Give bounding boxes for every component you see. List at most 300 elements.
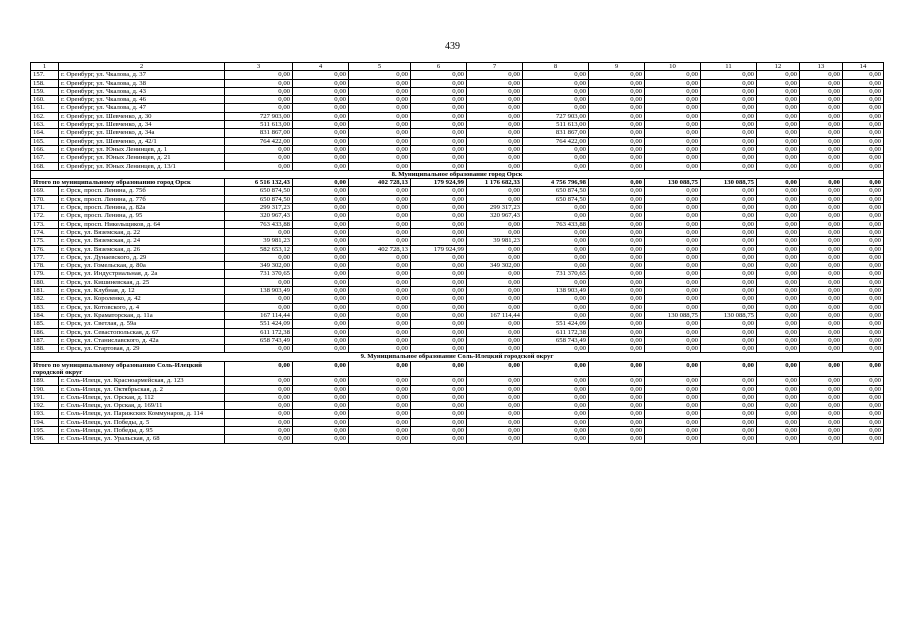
amount-cell: 0,00 (800, 245, 843, 253)
amount-cell: 0,00 (843, 96, 884, 104)
address: г. Орск, ул. Котовского, д. 4 (59, 303, 225, 311)
amount-cell: 0,00 (843, 303, 884, 311)
amount-cell: 0,00 (523, 295, 589, 303)
amount-cell: 831 867,00 (523, 129, 589, 137)
amount-cell: 0,00 (701, 278, 757, 286)
address: г. Орск, ул. Севастопольская, д. 67 (59, 328, 225, 336)
table-row (31, 303, 884, 311)
row-number: 164. (31, 129, 59, 137)
total-value: 130 088,75 (645, 179, 701, 187)
amount-cell: 0,00 (293, 154, 349, 162)
address: г. Орск, ул. Индустриальная, д. 2а (59, 270, 225, 278)
amount-cell: 0,00 (411, 262, 467, 270)
amount-cell: 0,00 (701, 154, 757, 162)
amount-cell: 0,00 (757, 270, 800, 278)
amount-cell: 0,00 (701, 220, 757, 228)
amount-cell: 0,00 (757, 345, 800, 353)
table-row (31, 253, 884, 261)
total-label: Итого по муниципальному образованию город Орск (31, 179, 225, 187)
table-row (31, 71, 884, 79)
row-number: 185. (31, 320, 59, 328)
amount-cell: 0,00 (349, 345, 411, 353)
amount-cell: 0,00 (843, 385, 884, 393)
amount-cell: 0,00 (411, 204, 467, 212)
amount-cell: 0,00 (589, 96, 645, 104)
amount-cell: 0,00 (467, 410, 523, 418)
amount-cell: 0,00 (800, 311, 843, 319)
amount-cell: 0,00 (757, 278, 800, 286)
amount-cell: 0,00 (293, 112, 349, 120)
amount-cell: 0,00 (523, 104, 589, 112)
amount-cell: 0,00 (589, 162, 645, 170)
amount-cell: 0,00 (523, 87, 589, 95)
amount-cell: 0,00 (645, 87, 701, 95)
total-value: 0,00 (225, 361, 293, 377)
amount-cell: 0,00 (800, 262, 843, 270)
amount-cell: 0,00 (523, 410, 589, 418)
amount-cell: 0,00 (800, 187, 843, 195)
total-value: 0,00 (757, 179, 800, 187)
address: г. Орск, просп. Ленина, д. 95 (59, 212, 225, 220)
amount-cell: 0,00 (800, 237, 843, 245)
amount-cell: 0,00 (225, 278, 293, 286)
amount-cell: 0,00 (225, 228, 293, 236)
amount-cell: 0,00 (349, 377, 411, 385)
amount-cell: 0,00 (843, 79, 884, 87)
amount-cell: 349 302,00 (225, 262, 293, 270)
amount-cell: 0,00 (757, 104, 800, 112)
amount-cell: 0,00 (225, 104, 293, 112)
total-value: 0,00 (349, 361, 411, 377)
amount-cell: 0,00 (800, 154, 843, 162)
amount-cell: 0,00 (757, 187, 800, 195)
amount-cell: 727 903,00 (225, 112, 293, 120)
amount-cell: 0,00 (467, 295, 523, 303)
amount-cell: 0,00 (349, 237, 411, 245)
column-number-10: 10 (645, 63, 701, 71)
amount-cell: 0,00 (293, 71, 349, 79)
amount-cell: 0,00 (293, 393, 349, 401)
row-number: 191. (31, 393, 59, 401)
total-value: 0,00 (467, 361, 523, 377)
amount-cell: 0,00 (589, 402, 645, 410)
amount-cell: 0,00 (411, 270, 467, 278)
amount-cell: 0,00 (843, 204, 884, 212)
amount-cell: 0,00 (701, 435, 757, 443)
amount-cell: 0,00 (701, 162, 757, 170)
amount-cell: 611 172,38 (225, 328, 293, 336)
amount-cell: 0,00 (589, 311, 645, 319)
address: г. Оренбург, ул. Юных Ленинцев, д. 1 (59, 145, 225, 153)
amount-cell: 0,00 (349, 435, 411, 443)
amount-cell: 0,00 (701, 96, 757, 104)
amount-cell: 0,00 (225, 295, 293, 303)
amount-cell: 0,00 (701, 402, 757, 410)
amount-cell: 0,00 (411, 253, 467, 261)
amount-cell: 0,00 (645, 270, 701, 278)
amount-cell: 0,00 (800, 402, 843, 410)
amount-cell: 764 422,00 (523, 137, 589, 145)
amount-cell: 0,00 (843, 71, 884, 79)
amount-cell: 0,00 (411, 410, 467, 418)
amount-cell: 39 981,23 (467, 237, 523, 245)
amount-cell: 0,00 (411, 187, 467, 195)
amount-cell: 0,00 (843, 262, 884, 270)
amount-cell: 0,00 (293, 79, 349, 87)
amount-cell: 0,00 (411, 311, 467, 319)
row-number: 181. (31, 287, 59, 295)
amount-cell: 0,00 (349, 393, 411, 401)
table-row (31, 137, 884, 145)
amount-cell: 0,00 (467, 427, 523, 435)
amount-cell: 0,00 (293, 418, 349, 426)
amount-cell: 0,00 (225, 154, 293, 162)
amount-cell: 0,00 (467, 385, 523, 393)
amount-cell: 0,00 (701, 187, 757, 195)
table-row (31, 287, 884, 295)
amount-cell: 0,00 (757, 237, 800, 245)
table-row (31, 435, 884, 443)
column-number-8: 8 (523, 63, 589, 71)
amount-cell: 0,00 (843, 154, 884, 162)
total-value: 4 756 796,98 (523, 179, 589, 187)
amount-cell: 0,00 (349, 402, 411, 410)
amount-cell: 0,00 (589, 435, 645, 443)
amount-cell: 0,00 (523, 204, 589, 212)
amount-cell: 0,00 (523, 311, 589, 319)
amount-cell: 0,00 (645, 303, 701, 311)
amount-cell: 0,00 (523, 245, 589, 253)
section-title: 8. Муниципальное образование город Орск (31, 170, 884, 178)
amount-cell: 0,00 (701, 385, 757, 393)
amount-cell: 0,00 (757, 427, 800, 435)
amount-cell: 0,00 (467, 377, 523, 385)
amount-cell: 0,00 (645, 402, 701, 410)
amount-cell: 0,00 (523, 162, 589, 170)
amount-cell: 0,00 (411, 287, 467, 295)
amount-cell: 650 874,50 (523, 187, 589, 195)
address: г. Орск, ул. Кишиневская, д. 25 (59, 278, 225, 286)
amount-cell: 0,00 (701, 287, 757, 295)
address: г. Орск, ул. Вяземская, д. 24 (59, 237, 225, 245)
amount-cell: 0,00 (467, 220, 523, 228)
amount-cell: 349 302,00 (467, 262, 523, 270)
amount-cell: 0,00 (349, 418, 411, 426)
total-value: 0,00 (411, 361, 467, 377)
amount-cell: 0,00 (800, 377, 843, 385)
column-number-4: 4 (293, 63, 349, 71)
amount-cell: 0,00 (800, 145, 843, 153)
amount-cell: 0,00 (293, 162, 349, 170)
row-number: 182. (31, 295, 59, 303)
amount-cell: 0,00 (589, 295, 645, 303)
amount-cell: 0,00 (843, 393, 884, 401)
total-value: 6 516 132,43 (225, 179, 293, 187)
amount-cell: 0,00 (645, 137, 701, 145)
amount-cell: 0,00 (843, 237, 884, 245)
amount-cell: 611 172,38 (523, 328, 589, 336)
amount-cell: 0,00 (701, 212, 757, 220)
amount-cell: 0,00 (411, 435, 467, 443)
amount-cell: 764 422,00 (225, 137, 293, 145)
amount-cell: 0,00 (757, 129, 800, 137)
total-value: 130 088,75 (701, 179, 757, 187)
amount-cell: 0,00 (701, 377, 757, 385)
amount-cell: 0,00 (589, 212, 645, 220)
amount-cell: 0,00 (349, 287, 411, 295)
amount-cell: 0,00 (701, 204, 757, 212)
amount-cell: 0,00 (523, 418, 589, 426)
address: г. Орск, ул. Короленко, д. 42 (59, 295, 225, 303)
amount-cell: 0,00 (293, 220, 349, 228)
table-row (31, 328, 884, 336)
amount-cell: 0,00 (589, 237, 645, 245)
amount-cell: 511 613,00 (523, 121, 589, 129)
amount-cell: 0,00 (843, 336, 884, 344)
amount-cell: 0,00 (701, 393, 757, 401)
total-value: 0,00 (589, 361, 645, 377)
amount-cell: 0,00 (800, 270, 843, 278)
table-row (31, 79, 884, 87)
table-row (31, 121, 884, 129)
amount-cell: 0,00 (645, 237, 701, 245)
address: г. Соль-Илецк, ул. Победы, д. 5 (59, 418, 225, 426)
amount-cell: 0,00 (589, 137, 645, 145)
amount-cell: 0,00 (843, 328, 884, 336)
row-number: 184. (31, 311, 59, 319)
amount-cell: 0,00 (757, 145, 800, 153)
amount-cell: 0,00 (293, 270, 349, 278)
address: г. Соль-Илецк, ул. Победы, д. 95 (59, 427, 225, 435)
amount-cell: 0,00 (589, 71, 645, 79)
amount-cell: 0,00 (757, 262, 800, 270)
amount-cell: 0,00 (293, 187, 349, 195)
total-row (31, 361, 884, 377)
amount-cell: 0,00 (467, 79, 523, 87)
amount-cell: 0,00 (523, 237, 589, 245)
amount-cell: 0,00 (349, 385, 411, 393)
amount-cell: 0,00 (589, 112, 645, 120)
amount-cell: 0,00 (411, 295, 467, 303)
amount-cell: 167 114,44 (467, 311, 523, 319)
column-number-11: 11 (701, 63, 757, 71)
table-row (31, 228, 884, 236)
amount-cell: 0,00 (757, 410, 800, 418)
amount-cell: 0,00 (293, 96, 349, 104)
amount-cell: 0,00 (589, 262, 645, 270)
amount-cell: 0,00 (843, 311, 884, 319)
amount-cell: 0,00 (645, 320, 701, 328)
amount-cell: 0,00 (757, 435, 800, 443)
amount-cell: 0,00 (349, 121, 411, 129)
table-row (31, 385, 884, 393)
row-number: 187. (31, 336, 59, 344)
amount-cell: 0,00 (467, 287, 523, 295)
amount-cell: 0,00 (225, 79, 293, 87)
table-row (31, 418, 884, 426)
amount-cell: 0,00 (411, 104, 467, 112)
section-header-row (31, 170, 884, 178)
amount-cell: 650 874,50 (225, 187, 293, 195)
amount-cell: 0,00 (843, 220, 884, 228)
table-row (31, 336, 884, 344)
amount-cell: 0,00 (645, 129, 701, 137)
row-number: 179. (31, 270, 59, 278)
amount-cell: 0,00 (757, 336, 800, 344)
amount-cell: 0,00 (589, 345, 645, 353)
amount-cell: 0,00 (411, 328, 467, 336)
amount-cell: 0,00 (757, 112, 800, 120)
amount-cell: 0,00 (701, 129, 757, 137)
column-number-3: 3 (225, 63, 293, 71)
amount-cell: 0,00 (589, 220, 645, 228)
amount-cell: 130 088,75 (645, 311, 701, 319)
amount-cell: 0,00 (225, 402, 293, 410)
amount-cell: 0,00 (800, 320, 843, 328)
amount-cell: 0,00 (843, 345, 884, 353)
address: г. Оренбург, ул. Шевченко, д. 30 (59, 112, 225, 120)
amount-cell: 0,00 (293, 137, 349, 145)
total-value: 0,00 (701, 361, 757, 377)
amount-cell: 0,00 (701, 79, 757, 87)
amount-cell: 0,00 (293, 328, 349, 336)
amount-cell: 0,00 (757, 418, 800, 426)
amount-cell: 0,00 (843, 104, 884, 112)
amount-cell: 0,00 (349, 336, 411, 344)
amount-cell: 0,00 (645, 328, 701, 336)
amount-cell: 0,00 (411, 278, 467, 286)
table-row (31, 427, 884, 435)
amount-cell: 0,00 (757, 402, 800, 410)
amount-cell: 320 967,43 (467, 212, 523, 220)
amount-cell: 727 903,00 (523, 112, 589, 120)
amount-cell: 0,00 (800, 96, 843, 104)
amount-cell: 0,00 (411, 71, 467, 79)
amount-cell: 0,00 (757, 154, 800, 162)
amount-cell: 0,00 (843, 112, 884, 120)
amount-cell: 0,00 (467, 345, 523, 353)
address: г. Оренбург, ул. Шевченко, д. 34а (59, 129, 225, 137)
amount-cell: 0,00 (701, 121, 757, 129)
amount-cell: 731 370,65 (523, 270, 589, 278)
address: г. Оренбург, ул. Шевченко, д. 42/1 (59, 137, 225, 145)
row-number: 192. (31, 402, 59, 410)
amount-cell: 0,00 (293, 253, 349, 261)
amount-cell: 0,00 (589, 410, 645, 418)
row-number: 161. (31, 104, 59, 112)
amount-cell: 0,00 (800, 287, 843, 295)
amount-cell: 0,00 (757, 204, 800, 212)
amount-cell: 731 370,65 (225, 270, 293, 278)
address: г. Орск, просп. Ленина, д. 82а (59, 204, 225, 212)
amount-cell: 0,00 (523, 303, 589, 311)
amount-cell: 0,00 (589, 104, 645, 112)
address: г. Оренбург, ул. Шевченко, д. 34 (59, 121, 225, 129)
amount-cell: 130 088,75 (701, 311, 757, 319)
amount-cell: 0,00 (843, 295, 884, 303)
amount-cell: 0,00 (645, 435, 701, 443)
amount-cell: 0,00 (757, 385, 800, 393)
amount-cell: 0,00 (349, 79, 411, 87)
amount-cell: 0,00 (645, 187, 701, 195)
amount-cell: 0,00 (349, 253, 411, 261)
total-value: 0,00 (293, 361, 349, 377)
amount-cell: 0,00 (293, 311, 349, 319)
amount-cell: 0,00 (757, 320, 800, 328)
address: г. Оренбург, ул. Чкалова, д. 38 (59, 79, 225, 87)
amount-cell: 0,00 (467, 228, 523, 236)
amount-cell: 0,00 (411, 129, 467, 137)
page-number: 439 (445, 41, 460, 52)
amount-cell: 0,00 (645, 112, 701, 120)
amount-cell: 0,00 (757, 303, 800, 311)
amount-cell: 0,00 (225, 87, 293, 95)
amount-cell: 0,00 (467, 87, 523, 95)
total-value: 0,00 (800, 179, 843, 187)
amount-cell: 0,00 (645, 345, 701, 353)
row-number: 160. (31, 96, 59, 104)
amount-cell: 0,00 (701, 410, 757, 418)
amount-cell: 0,00 (349, 96, 411, 104)
amount-cell: 0,00 (701, 87, 757, 95)
amount-cell: 0,00 (701, 137, 757, 145)
amount-cell: 0,00 (645, 253, 701, 261)
amount-cell: 0,00 (701, 71, 757, 79)
amount-cell: 0,00 (349, 137, 411, 145)
amount-cell: 658 743,49 (225, 336, 293, 344)
amount-cell: 0,00 (411, 237, 467, 245)
total-value: 0,00 (843, 179, 884, 187)
amount-cell: 0,00 (411, 121, 467, 129)
amount-cell: 0,00 (293, 228, 349, 236)
address: г. Орск, ул. Дунаевского, д. 29 (59, 253, 225, 261)
amount-cell: 0,00 (645, 336, 701, 344)
amount-cell: 0,00 (411, 418, 467, 426)
amount-cell: 0,00 (523, 377, 589, 385)
amount-cell: 0,00 (293, 287, 349, 295)
amount-cell: 299 317,23 (467, 204, 523, 212)
row-number: 189. (31, 377, 59, 385)
row-number: 178. (31, 262, 59, 270)
amount-cell: 0,00 (411, 96, 467, 104)
amount-cell: 0,00 (349, 162, 411, 170)
address: г. Орск, ул. Краматорская, д. 11а (59, 311, 225, 319)
amount-cell: 0,00 (225, 145, 293, 153)
amount-cell: 0,00 (800, 104, 843, 112)
amount-cell: 0,00 (843, 278, 884, 286)
amount-cell: 0,00 (800, 328, 843, 336)
amount-cell: 0,00 (467, 137, 523, 145)
amount-cell: 0,00 (757, 287, 800, 295)
table-row (31, 154, 884, 162)
row-number: 166. (31, 145, 59, 153)
amount-cell: 0,00 (843, 245, 884, 253)
amount-cell: 0,00 (293, 129, 349, 137)
amount-cell: 0,00 (467, 121, 523, 129)
amount-cell: 0,00 (589, 377, 645, 385)
amount-cell: 299 317,23 (225, 204, 293, 212)
address: г. Орск, ул. Гомельская, д. 80а (59, 262, 225, 270)
amount-cell: 0,00 (349, 295, 411, 303)
amount-cell: 0,00 (645, 71, 701, 79)
amount-cell: 320 967,43 (225, 212, 293, 220)
amount-cell: 0,00 (293, 336, 349, 344)
address: г. Орск, ул. Вяземская, д. 22 (59, 228, 225, 236)
amount-cell: 0,00 (757, 71, 800, 79)
amount-cell: 0,00 (645, 228, 701, 236)
amount-cell: 0,00 (225, 435, 293, 443)
amount-cell: 0,00 (411, 336, 467, 344)
